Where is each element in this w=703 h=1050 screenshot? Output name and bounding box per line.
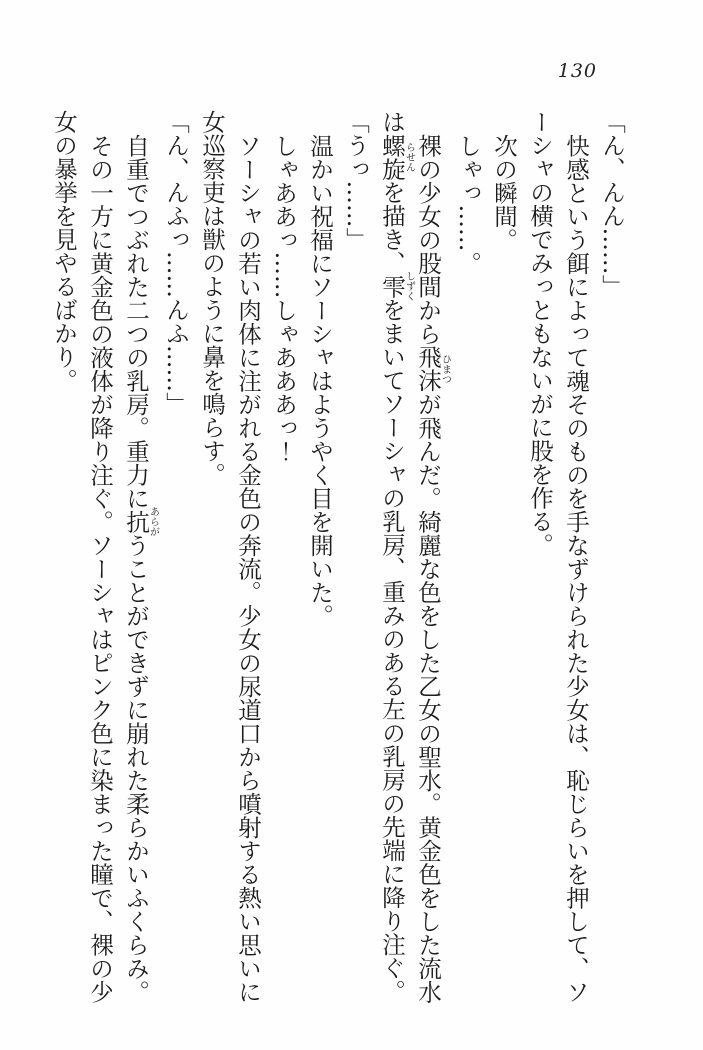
paragraph-dialogue: 「ん、んん……」 <box>598 110 626 298</box>
ruby-annotated-word: 螺旋らせん <box>378 133 415 181</box>
paragraph-narrative: しゃああっ……しゃあああっ！ <box>270 133 298 463</box>
ruby-annotated-word: 雫しずく <box>378 271 415 302</box>
paragraph-narrative: その一方に黄金色の液体が降り注ぐ。ソーシャはピンク色に染まった瞳で、裸の少女の暴挙を見やるばかり。 <box>50 110 114 1003</box>
ruby-annotated-word: 抗あらが <box>122 506 159 537</box>
paragraph-narrative: 温かい祝福にソーシャはようやく目を開いた。 <box>306 133 334 627</box>
paragraph-narrative: 自重でつぶれた二つの乳房。重力に抗あらがうことができずに崩れた柔らかいふくらみ。 <box>122 133 159 1003</box>
paragraph-narrative: 快感という餌によって魂そのものを手なずけられた少女は、恥じらいを押して、ソーシャの横でみっともないがに股を作る。 <box>526 110 590 1003</box>
paragraph-dialogue: 「うっ……」 <box>342 110 370 251</box>
paragraph-narrative: 次の瞬間。 <box>490 133 518 251</box>
page-number: 130 <box>557 60 597 82</box>
vertical-text-body <box>46 110 630 1016</box>
paragraph-narrative: しゃっ……。 <box>454 133 482 275</box>
paragraph-narrative: ソーシャの若い肉体に注がれる金色の奔流。少女の尿道口から噴射する熱い思いに女巡察吏は獣のように鼻を鳴らす。 <box>198 110 262 1003</box>
ruby-annotated-word: 飛沫ひまつ <box>414 345 451 392</box>
paragraph-dialogue: 「ん、んふっ……んふ……」 <box>162 110 190 416</box>
paragraph-narrative: 裸の少女の股間から飛沫ひまつが飛んだ。綺麗な色をした乙女の聖水。黄金色をした流水は螺旋らせんを描き、雫しずくをまいてソーシャの乳房、重みのある左の乳房の先端に降り注ぐ。 <box>378 110 451 1003</box>
